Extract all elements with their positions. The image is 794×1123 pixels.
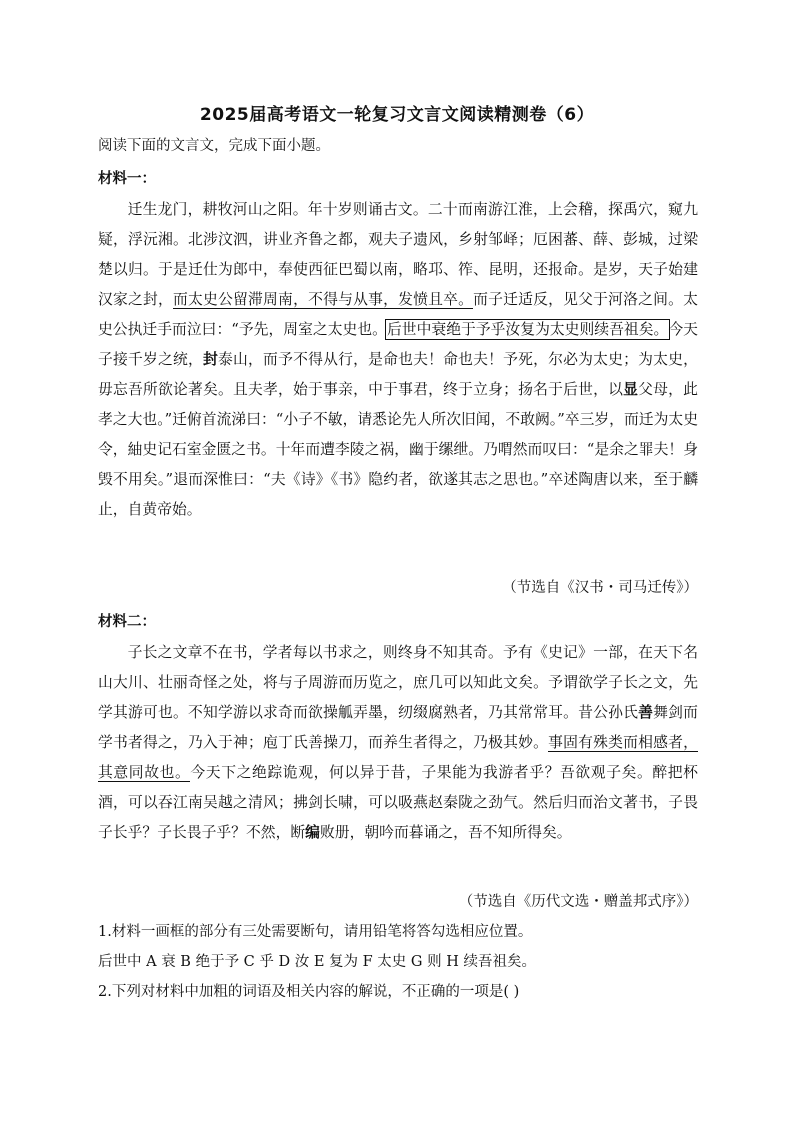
question-1-options: 后世中 A 衰 B 绝于予 C 乎 D 汝 E 复为 F 太史 G 则 H 续吾祖矣。: [98, 954, 536, 970]
underlined-sentence: 而太史公留滞周南，不得与从事，发愤且卒。: [173, 291, 474, 308]
passage-text: 父母，此孝之大也。”迁俯首流涕曰：“小子不敏，请悉论先人所次旧闻，不敢阙。”卒三岁，而迁为太史令，紬史记石室金匮之书。十年而遭李陵之祸，幽于缧绁。乃喟然而叹曰：“是余之罪夫！身毁不用矣。”退而深惟曰：“夫《诗》《书》隐约者，欲遂其志之思也。”卒述陶唐以来，至于麟止，自黄帝始。: [98, 381, 698, 518]
passage-text: 舞剑而学书者得之，乃入于神；庖丁氏善操刀，而养生者得之，乃极其妙。: [98, 704, 698, 751]
boxed-sentence: 后世中衰绝于予乎汝复为太史则续吾祖矣。: [386, 321, 669, 338]
material1-paragraph: [98, 195, 698, 525]
question-1: 1.材料一画框的部分有三处需要断句，请用铅笔将答勾选相应位置。: [98, 924, 533, 940]
passage-text: 败册，朝吟而暮诵之，吾不知所得矣。: [319, 824, 572, 841]
passage-text: 迁生龙门，耕牧河山之阳。年十岁则诵古文。二十而南游江淮，上会稽，探禹穴，窥九疑，浮沅湘。北涉汶泗，讲业齐鲁之都，观夫子遗风，乡射邹峄；厄困蕃、薛、彭城，过梁楚以归。于是迁仕为郎中，奉使西征巴蜀以南，略邛、筰、昆明，还报命。是岁，天子始建汉家之封，: [98, 201, 698, 308]
passage-text: 泰山，而予不得从行，是命也夫！命也夫！予死，尔必为太史；为太史，毋忘吾所欲论著矣。且夫孝，始于事亲，中于事君，终于立身；扬名于后世，以: [98, 351, 698, 398]
bold-word: 封: [203, 351, 219, 368]
material2-source: （节选自《历代文选・赠盖邦式序》）: [458, 894, 698, 910]
material2-paragraph: [98, 638, 698, 848]
bold-word: 编: [305, 824, 320, 841]
bold-word: 显: [623, 381, 639, 398]
passage-text: 子长之文章不在书，学者每以书求之，则终身不知其奇。予有《史记》一部，在天下名山大川、壮丽奇怪之处，将与子周游而历览之，庶几可以知此文矣。予谓欲学子长之文，先学其游可也。不知学游以求奇而欲操觚弄墨，纫缀腐熟者，乃其常常耳。昔公孙氏: [98, 644, 698, 721]
passage-text: 今天下之绝踪诡观，何以异于昔，子果能为我游者乎？吾欲观子矣。醉把杯酒，可以吞江南吴越之清风；拂剑长啸，可以吸燕赵秦陇之劲气。然后归而治文著书，子畏子长乎？子长畏子乎？不然，断: [98, 764, 698, 841]
material1-source: （节选自《汉书・司马迁传》）: [502, 580, 698, 596]
material1-body: [98, 195, 698, 525]
question-2: 2.下列对材料中加粗的词语及相关内容的解说，不正确的一项是( ): [98, 984, 520, 1000]
page-title: 2025届高考语文一轮复习文言文阅读精测卷（6）: [199, 105, 595, 125]
material2-heading: 材料二：: [98, 614, 156, 630]
instruction-text: 阅读下面的文言文，完成下面小题。: [98, 138, 330, 154]
material2-body: [98, 638, 698, 848]
underlined-sentence: 事固有殊类而相感者，其意同故也。: [98, 734, 698, 781]
passage-text: 今天子接千岁之统，: [98, 321, 698, 368]
passage-text: 而子迁适反，见父于河洛之间。太史公执迁手而泣曰：“予先，周室之太史也。: [98, 291, 698, 338]
bold-word: 善: [638, 704, 654, 721]
material1-heading: 材料一：: [98, 171, 156, 187]
